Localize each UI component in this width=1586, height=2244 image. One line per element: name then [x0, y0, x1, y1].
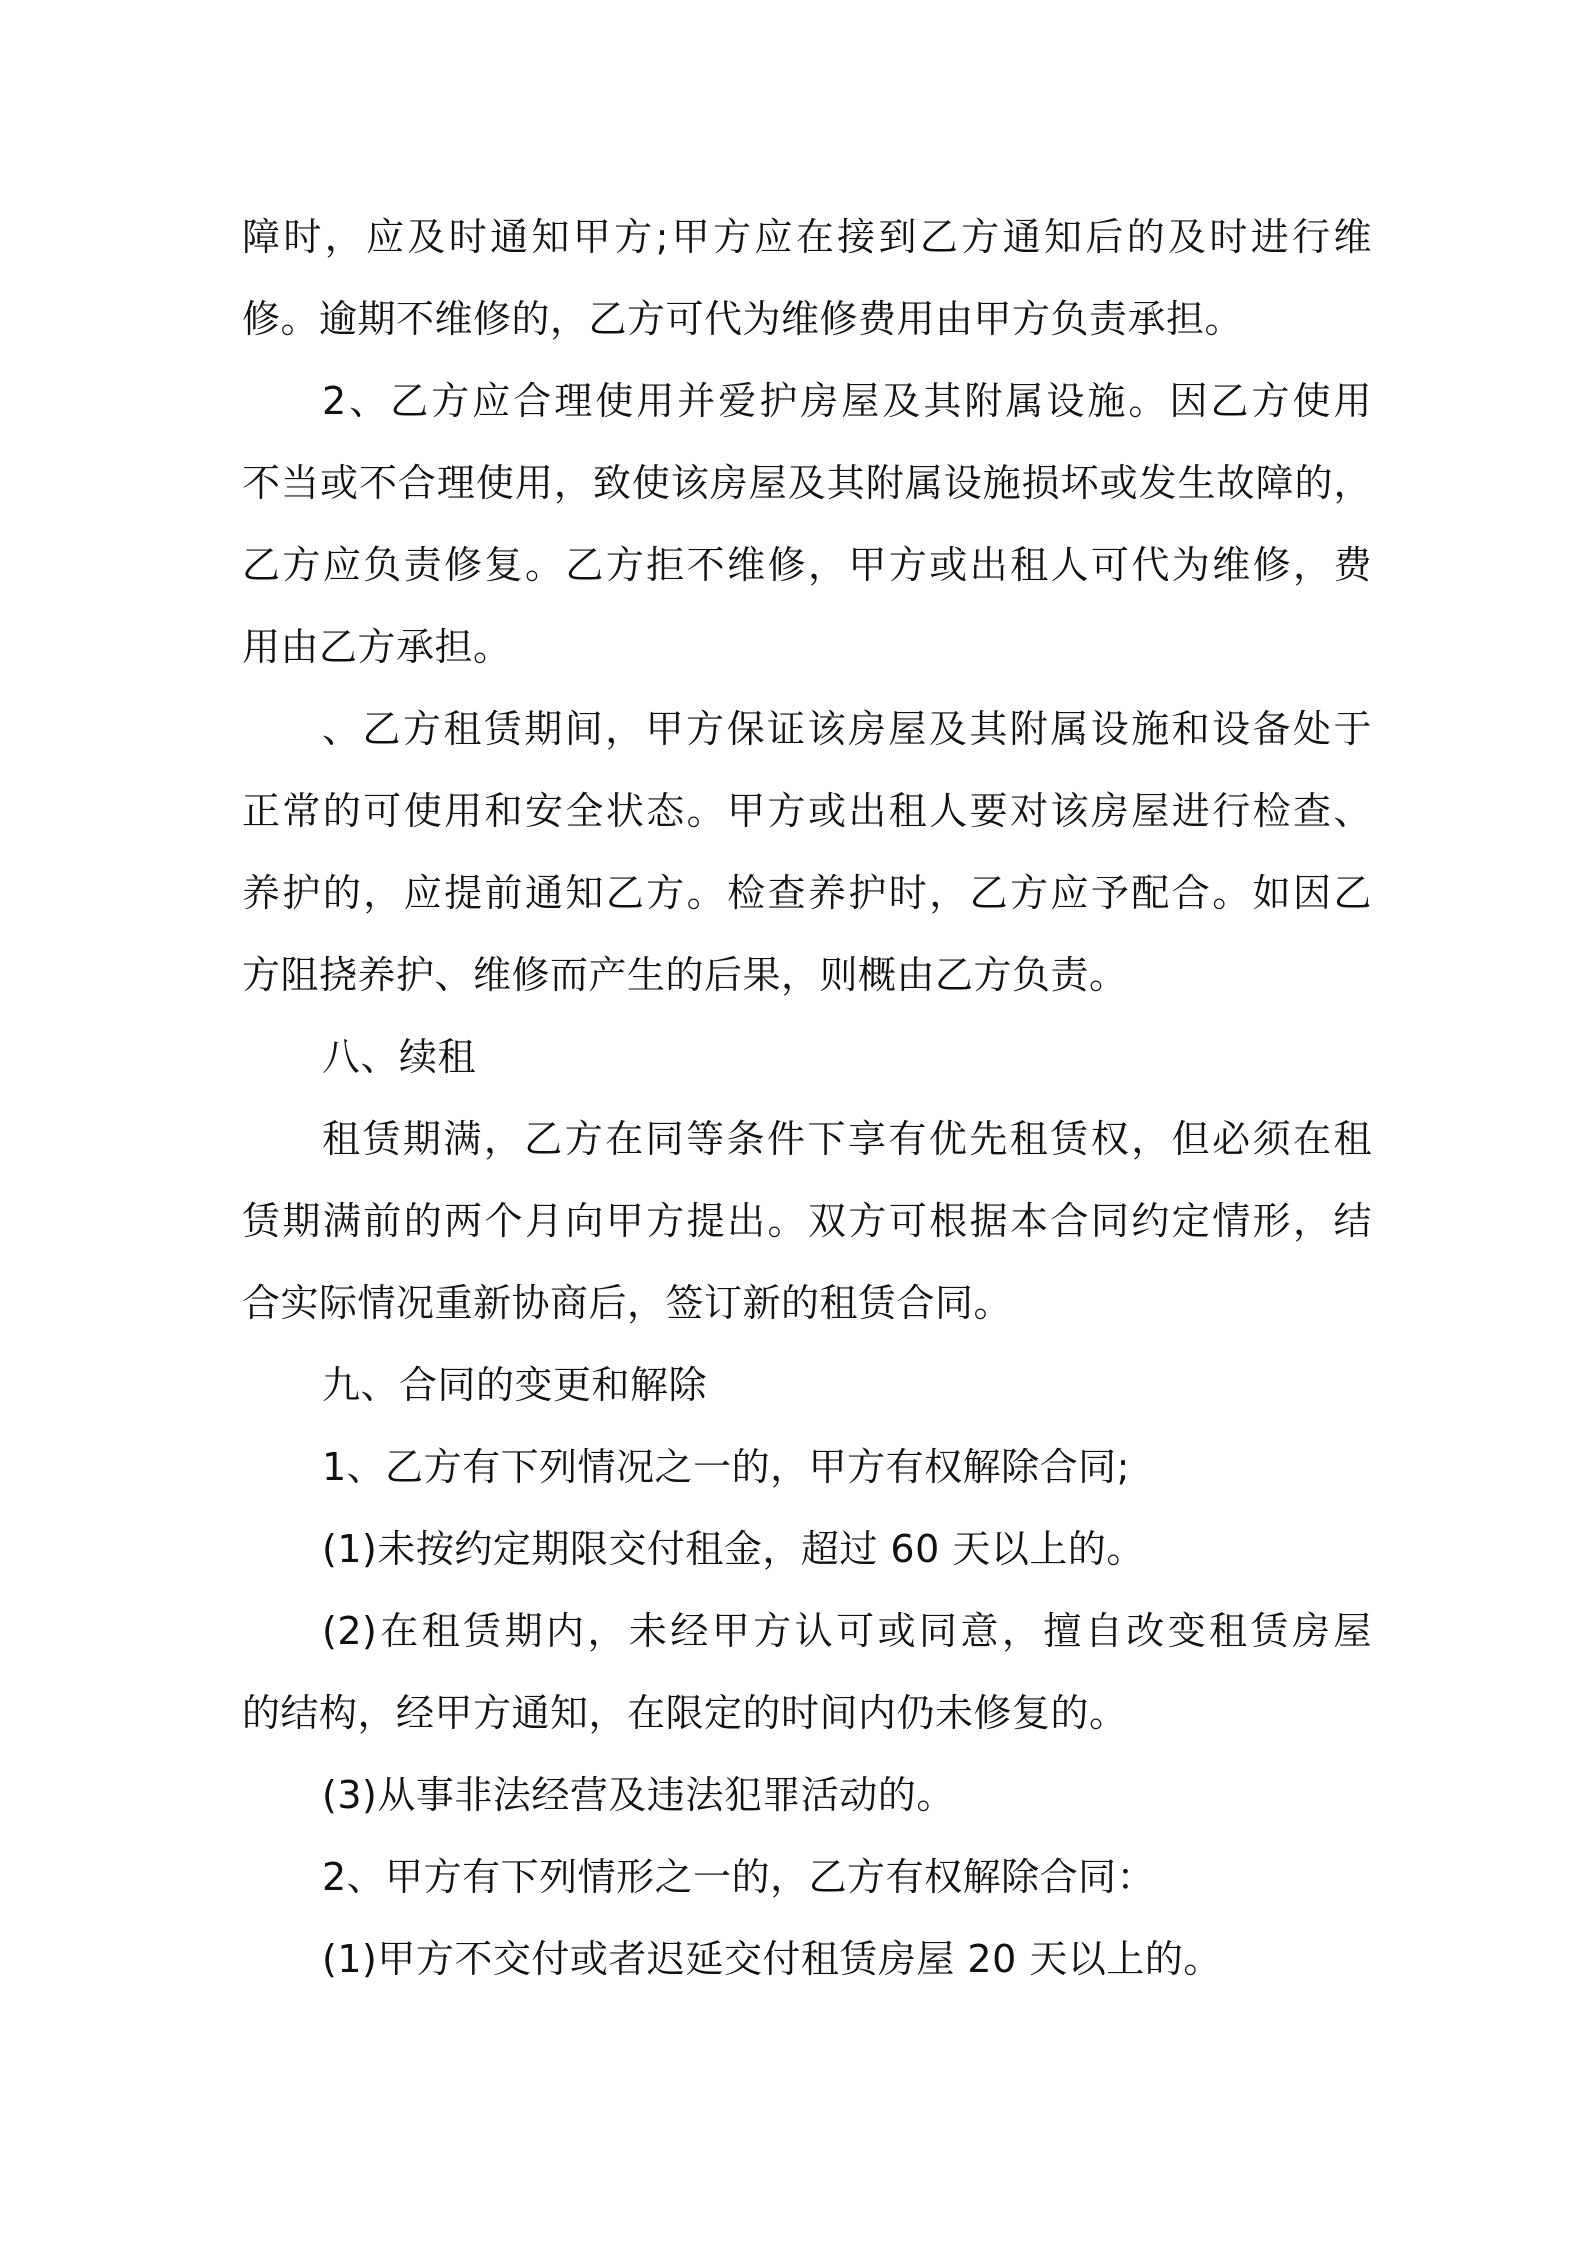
text-line: 的结构，经甲方通知，在限定的时间内仍未修复的。: [242, 1691, 1128, 1735]
text-line: (1)甲方不交付或者迟延交付租赁房屋 20 天以上的。: [322, 1937, 1222, 1981]
text-line: (2)在租赁期内，未经甲方认可或同意，擅自改变租赁房屋: [322, 1609, 1372, 1653]
section-heading-change-termination: 九、合同的变更和解除: [322, 1363, 708, 1407]
text-line: 乙方应负责修复。乙方拒不维修，甲方或出租人可代为维修，费: [242, 543, 1372, 587]
section-heading-renewal: 八、续租: [322, 1035, 477, 1079]
text-line: 1、乙方有下列情况之一的，甲方有权解除合同;: [322, 1445, 1130, 1489]
text-line: 障时，应及时通知甲方;甲方应在接到乙方通知后的及时进行维: [242, 215, 1372, 259]
text-line: 养护的，应提前通知乙方。检查养护时，乙方应予配合。如因乙: [242, 871, 1372, 915]
text-line: 2、甲方有下列情形之一的，乙方有权解除合同：: [322, 1855, 1156, 1899]
text-line: 修。逾期不维修的，乙方可代为维修费用由甲方负责承担。: [242, 297, 1244, 341]
text-line: 合实际情况重新协商后，签订新的租赁合同。: [242, 1281, 1013, 1325]
text-line: (3)从事非法经营及违法犯罪活动的。: [322, 1773, 955, 1817]
text-line: 不当或不合理使用，致使该房屋及其附属设施损坏或发生故障的，: [242, 461, 1372, 505]
text-line: 用由乙方承担。: [242, 625, 512, 669]
text-line: 方阻挠养护、维修而产生的后果，则概由乙方负责。: [242, 953, 1128, 997]
text-line: 2、乙方应合理使用并爱护房屋及其附属设施。因乙方使用: [322, 379, 1372, 423]
text-line: 赁期满前的两个月向甲方提出。双方可根据本合同约定情形，结: [242, 1199, 1372, 1243]
text-line: 、乙方租赁期间，甲方保证该房屋及其附属设施和设备处于: [322, 707, 1372, 751]
document-body: [242, 196, 1372, 2000]
text-line: 租赁期满，乙方在同等条件下享有优先租赁权，但必须在租: [322, 1117, 1372, 1161]
text-line: (1)未按约定期限交付租金，超过 60 天以上的。: [322, 1527, 1145, 1571]
text-line: 正常的可使用和安全状态。甲方或出租人要对该房屋进行检查、: [242, 789, 1372, 833]
